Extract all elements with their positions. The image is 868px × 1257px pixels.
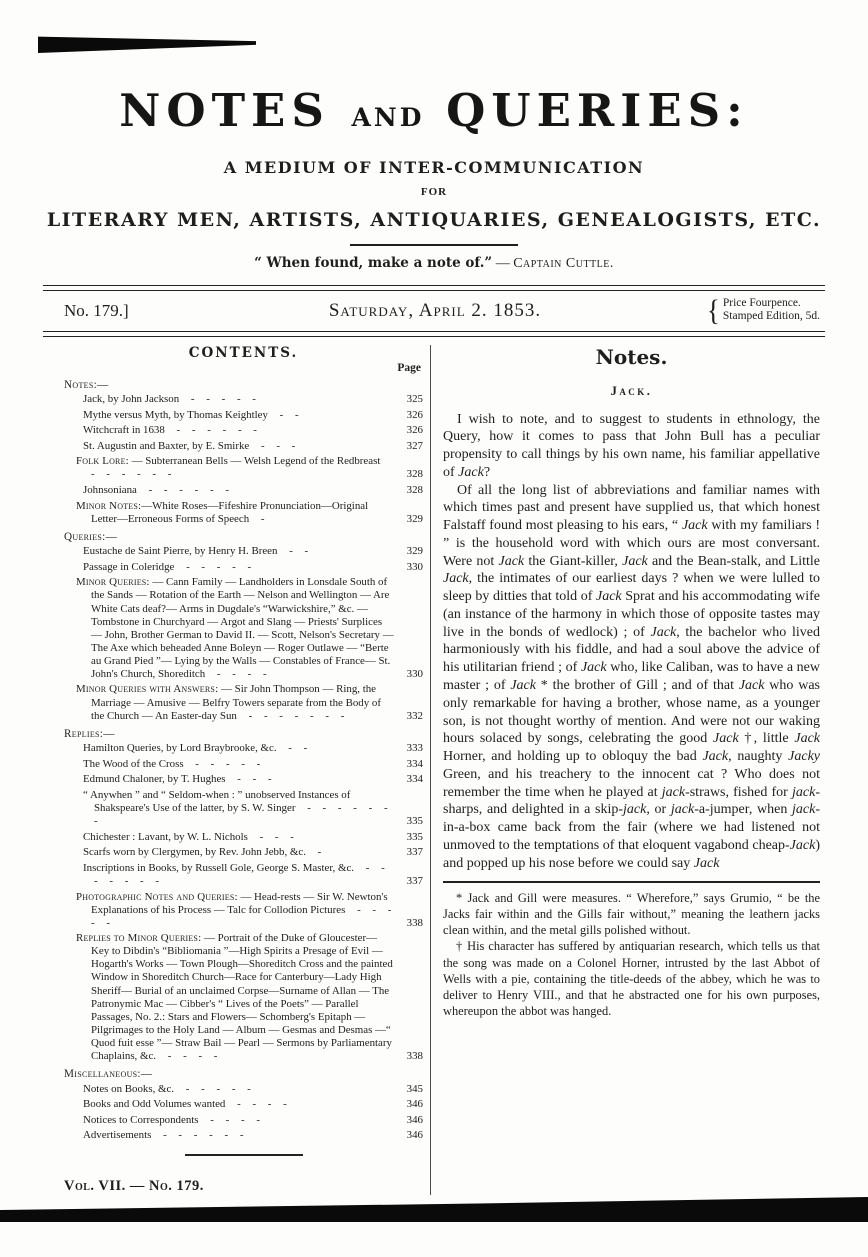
- contents-entry-lead: Minor Queries with Answers:: [76, 683, 219, 696]
- dash-leader: - - - - - - -: [94, 802, 388, 828]
- contents-entry: [64, 846, 423, 859]
- contents-entry-text: Johnsoniana: [83, 483, 137, 496]
- contents-entry-page: 337: [406, 846, 423, 859]
- contents-entry: [64, 424, 423, 437]
- contents-entry: [64, 576, 423, 681]
- dash-leader: - - - -: [198, 1113, 260, 1126]
- contents-entry: [64, 789, 423, 828]
- dash-leader: - - -: [247, 830, 294, 843]
- dash-leader: - - - -: [156, 1049, 218, 1062]
- contents-entry-page: 329: [406, 512, 423, 525]
- masthead-audience: LITERARY MEN, ARTISTS, ANTIQUARIES, GENEALOGISTS, ETC.: [46, 208, 822, 231]
- footnote-rule: [443, 881, 820, 883]
- contents-entry-lead: Folk Lore:: [76, 455, 129, 468]
- contents-entry-lead: Photographic Notes and Queries:: [76, 890, 238, 903]
- dash-leader: - - - - - -: [151, 1129, 244, 1142]
- contents-entry-text: Hamilton Queries, by Lord Braybrooke, &c.: [83, 742, 277, 755]
- contents-entry: [64, 484, 423, 497]
- contents-entry: [64, 393, 423, 406]
- issue-number: No. 179.]: [64, 300, 129, 320]
- dash-leader: - -: [267, 408, 299, 421]
- dash-leader: - - - -: [225, 1098, 287, 1111]
- contents-entry-page: 325: [406, 393, 423, 405]
- motto-quote: “ When found, make a note of.”: [254, 254, 493, 271]
- contents-entry-text: Notices to Correspondents: [83, 1113, 199, 1126]
- masthead-subtitle: A MEDIUM OF INTER-COMMUNICATION: [223, 157, 645, 177]
- contents-entry: [64, 500, 423, 526]
- price-line-2: Stamped Edition, 5d.: [722, 310, 820, 323]
- contents-entry-page: 346: [406, 1129, 423, 1142]
- contents-entry: [64, 891, 423, 930]
- dash-leader: - -: [276, 742, 308, 755]
- contents-entry-page: 328: [406, 468, 423, 481]
- contents-entry: [64, 683, 423, 722]
- dash-leader: -: [305, 846, 322, 859]
- two-column-body: [64, 345, 820, 1195]
- contents-entry-text: — Head-rests — Sir W. Newton's Explanations of his Process — Talc for Collodion Pictures: [91, 890, 388, 916]
- notes-section-heading: Notes.: [595, 344, 668, 369]
- article-title: Jack.: [610, 383, 653, 398]
- contents-entry-page: 335: [406, 815, 423, 828]
- contents-end-rule: [185, 1154, 303, 1156]
- contents-entry: [64, 1083, 423, 1096]
- contents-entry-page: 329: [406, 545, 423, 558]
- contents-entry: [64, 440, 423, 453]
- contents-entry: [64, 1114, 423, 1127]
- dateline: [64, 294, 820, 328]
- contents-entry: [64, 758, 423, 771]
- contents-entry-page: 335: [406, 830, 423, 843]
- contents-column: [64, 345, 430, 1195]
- contents-entry-lead: Minor Notes:: [76, 499, 142, 512]
- motto-attribution: Captain Cuttle.: [513, 255, 614, 271]
- contents-entry-page: 332: [406, 709, 423, 722]
- footnote: * Jack and Gill were measures. “ Wherefore,” says Grumio, “ be the Jacks fair within and the Gills fair without,” meaning the leathern jacks clean within, and the metal gills polished without.: [443, 891, 820, 938]
- contents-entry: [64, 545, 423, 558]
- contents-entry-text: Passage in Coleridge: [83, 560, 175, 573]
- contents-entry-text: Witchcraft in 1638: [83, 424, 165, 437]
- journal-title-and: AND: [351, 103, 425, 132]
- contents-entry-text: — Portrait of the Duke of Gloucester—Key to Dibdin's “Bibliomania ”—High Spirits a Presage of Evil — Hogarth's Works — Town Plough—Shoreditch Cross and the painted Window in Shoreditch Church—Race for Canterbury—Lady High Sheriff— Burial of an unclaimed Corpse—Surname of Allan — The Patronymic Mac — Cibber's “ Lives of the Poets” — Parallel Passages, No. 2.: Stars and Flowers— Schomberg's Epitaph — Pilgrimages to the Holy Land — Album — Gesmas and Desmas —“ Quod fuit esse ”— Straw Bail — Pearl — Sermons by Parliamentary Chaplains, &c.: [91, 932, 393, 1062]
- contents-entry-text: Scarfs worn by Clergymen, by Rev. John Jebb, &c.: [83, 846, 306, 859]
- footnote: † His character has suffered by antiquarian research, which tells us that the song was made on a Colonel Horner, intrusted by the last Abbot of Wells with a pie, containing the title-deeds of the abbey, which he was to deliver to Henry VIII., and that he abstracted one for his own purposes, whereupon the abbot was hanged.: [443, 939, 820, 1018]
- dash-leader: - - - -: [205, 667, 267, 680]
- contents-entry-page: 334: [406, 773, 423, 786]
- contents-entry-text: Notes on Books, &c.: [83, 1082, 175, 1095]
- article-paragraph: Of all the long list of abbreviations and familiar names with which times past and present have supplied us, that which honest Falstaff found most pleasing to his ears, “ Jack with my familiars ! ” is the household word with which ours are most conversant. Were not Jack the Giant-killer, Jack and the Bean-stalk, and Little Jack, the intimates of our earliest days ? when we were lulled to sleep by ditties that told of Jack Sprat and his accommodating wife (an instance of the harmony in which those of opposite tastes may live in the bonds of wedlock) ; of Jack, the bachelor who lived harmoniously with his fiddle, and had a soul above the advice of his utilitarian friend ; of Jack who, like Caliban, was to have a new master ; of Jack * the brother of Gill ; and of that Jack who was only remarkable for having a brother, whose name, as a younger son, is not thought worthy of mention. And were not our waking hours solaced by songs, celebrating the good Jack †, little Jack Horner, and holding up to obloquy the bad Jack, naughty Jacky Green, and his treachery to the innocent cat ? Who does not remember the time when he played at jack-straws, fished for jack-sharps, and delighted in a skip-jack, or jack-a-jumper, when jack-in-a-box came back from the fair (where we had listened not unmoved to the temptations of that eloquent vagabond cheap-Jack) and popped up his nose before we could say Jack: [443, 482, 821, 871]
- contents-entry-page: 338: [406, 916, 423, 929]
- price-line-1: Price Fourpence.: [722, 296, 801, 309]
- contents-entry-text: — Subterranean Bells — Welsh Legend of the Redbreast: [128, 455, 381, 468]
- dash-leader: - - - - -: [179, 393, 256, 405]
- contents-heading: CONTENTS.: [188, 344, 299, 361]
- contents-entry-text: Inscriptions in Books, by Russell Gole, George S. Master, &c.: [83, 861, 354, 874]
- contents-section-heading: Notes:—: [64, 378, 109, 391]
- contents-entry-page: 346: [406, 1098, 423, 1111]
- contents-entry: [64, 561, 423, 574]
- dash-leader: - - - - -: [91, 903, 392, 929]
- contents-entry-text: Books and Odd Volumes wanted: [83, 1098, 226, 1111]
- contents-page-label: Page: [397, 361, 421, 374]
- dash-leader: - - - - - - -: [94, 861, 385, 887]
- contents-entry: [64, 742, 423, 755]
- contents-entry: [64, 773, 423, 786]
- dash-leader: -: [249, 512, 265, 525]
- journal-title: [0, 86, 868, 136]
- contents-list: [64, 379, 423, 1143]
- contents-entry: [64, 1129, 423, 1142]
- contents-section-heading: Miscellaneous:—: [64, 1068, 153, 1081]
- contents-entry-text: Advertisements: [83, 1129, 152, 1142]
- contents-entry: [64, 932, 423, 1063]
- contents-entry: [64, 455, 423, 481]
- contents-entry-lead: Minor Queries:: [76, 576, 150, 589]
- masthead-motto: [0, 255, 868, 272]
- article-footnotes: [443, 890, 820, 1019]
- article-paragraphs: [443, 411, 820, 873]
- dash-leader: - - - - -: [183, 757, 261, 770]
- contents-entry-page: 326: [406, 408, 423, 421]
- contents-entry-page: 327: [406, 439, 423, 452]
- contents-entry-page: 330: [406, 560, 423, 573]
- dash-leader: - - - - - - -: [236, 709, 345, 722]
- contents-entry-page: 333: [406, 742, 423, 755]
- contents-entry-text: Edmund Chaloner, by T. Hughes: [83, 773, 226, 786]
- contents-entry-page: 326: [406, 424, 423, 437]
- article-paragraph: I wish to note, and to suggest to students in ethnology, the Query, how it comes to pass that John Bull has a peculiar propensity to call things by his own name, his familiar appellative of Jack?: [443, 411, 820, 480]
- contents-entry-text: Mythe versus Myth, by Thomas Keightley: [83, 408, 268, 421]
- contents-entry-text: St. Augustin and Baxter, by E. Smirke: [83, 439, 250, 452]
- masthead-for: FOR: [420, 185, 448, 198]
- contents-entry-lead: Replies to Minor Queries:: [76, 932, 202, 945]
- contents-entry-page: 334: [406, 757, 423, 770]
- contents-entry-text: —White Roses—Fifeshire Pronunciation—Original Letter—Erroneous Forms of Speech: [91, 499, 369, 525]
- masthead-rule: [350, 244, 518, 246]
- contents-entry-text: — Cann Family — Landholders in Lonsdale South of the Sands — Rotation of the Earth — Nelson and Wellington — Are White Cats deaf?— Arms in Dugdale's “Warwickshire,” &c. — Tombstone in Churchyard — Argot and Slang — Priests' Surplices — John, Brother German to David II. — Scott, Nelson's Secretary — The Axe which beheaded Anne Boleyn — Roger Outlawe — “Berte au Grand Pied ”— Lying by the Walls — Constables of France— St. John's Church, Shoreditch: [91, 576, 394, 680]
- dash-leader: - - -: [249, 439, 296, 452]
- contents-entry-text: Jack, by John Jackson: [83, 393, 180, 405]
- contents-entry: [64, 862, 423, 888]
- dash-leader: - - - - - -: [136, 483, 229, 496]
- price-brace: {: [706, 293, 720, 327]
- contents-entry-page: 328: [406, 483, 423, 496]
- contents-entry-page: 337: [406, 874, 423, 887]
- volume-footer: Vol. VII. — No. 179.: [64, 1177, 204, 1194]
- contents-entry-page: 338: [406, 1049, 423, 1062]
- contents-entry-page: 330: [406, 667, 423, 680]
- article-column: [431, 345, 820, 1195]
- dash-leader: - -: [277, 545, 309, 558]
- dash-leader: - - - - -: [174, 560, 252, 573]
- contents-section-heading: Replies:—: [64, 727, 115, 740]
- dash-leader: - - - - - -: [91, 468, 172, 481]
- issue-date: Saturday, April 2. 1853.: [328, 299, 542, 321]
- contents-section-heading: Queries:—: [64, 530, 118, 543]
- journal-title-queries: QUERIES:: [446, 84, 749, 137]
- contents-entry-text: — Sir John Thompson — Ring, the Marriage — Amusive — Belfry Towers separate from the Body of the Church — An Easter-day Sun: [91, 683, 381, 722]
- contents-entry-page: 345: [406, 1082, 423, 1095]
- dash-leader: - - - - - -: [164, 424, 257, 437]
- contents-entry-page: 346: [406, 1113, 423, 1126]
- contents-entry-text: Chichester : Lavant, by W. L. Nichols: [83, 830, 248, 843]
- contents-entry: [64, 831, 423, 844]
- double-rule-bottom: [43, 331, 825, 337]
- contents-entry: [64, 409, 423, 422]
- contents-entry-text: The Wood of the Cross: [83, 757, 184, 770]
- contents-entry-text: Eustache de Saint Pierre, by Henry H. Breen: [83, 545, 278, 558]
- dash-leader: - - - - -: [174, 1082, 251, 1095]
- double-rule-top: [43, 285, 825, 291]
- dash-leader: - - -: [225, 773, 272, 786]
- contents-entry-text: “ Anywhen ” and “ Seldom-when : ” unobserved Instances of Shakspeare's Use of the latter, by S. W. Singer: [83, 788, 351, 815]
- motto-separator: —: [495, 255, 510, 271]
- scan-artifact-bottom-band: [0, 1197, 868, 1222]
- contents-entry: [64, 1098, 423, 1111]
- price-block: [638, 294, 820, 326]
- journal-title-notes: NOTES: [119, 84, 330, 137]
